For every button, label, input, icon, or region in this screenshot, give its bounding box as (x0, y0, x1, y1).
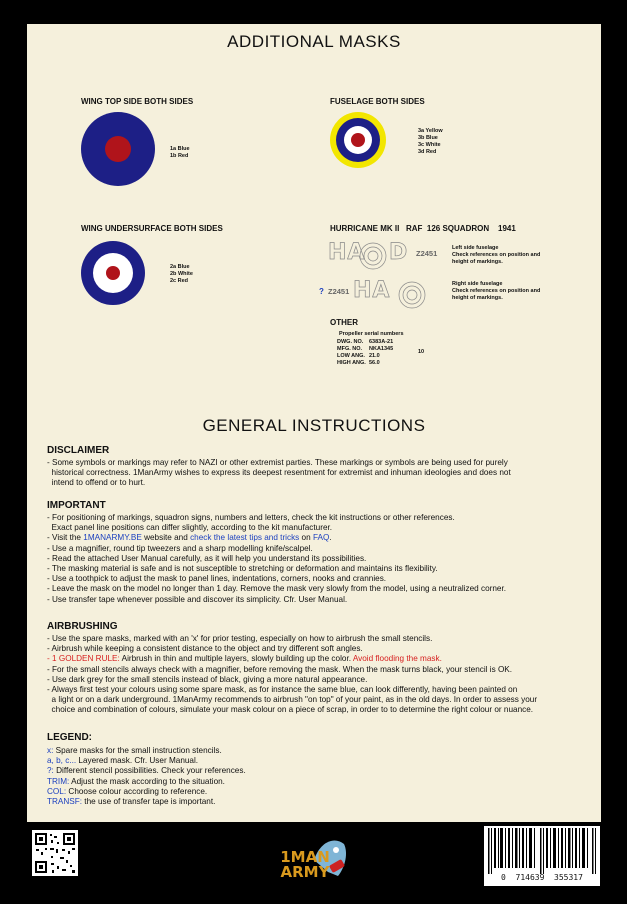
legend-text: x: Spare masks for the small instruction stencils. a, b, c... Layered mask. Cfr. User Manual. ?: Different stencil possibilities. Check your references. TRIM: Adjust the mask according to the situation. COL: Choose colour according to reference. TRANSF: the use of transfer tape is important. (47, 746, 246, 807)
airbrushing-heading: AIRBRUSHING (47, 621, 118, 632)
golden-rule-line: - 1 GOLDEN RULE: Airbrush in thin and multiple layers, slowly building up the color. Avoid flooding the mask. (47, 654, 442, 664)
right-side-note: Right side fuselage Check references on position and height of markings. (452, 281, 541, 301)
website-link[interactable]: 1MANARMY.BE (83, 533, 142, 543)
roundel-center-red (105, 136, 131, 162)
important-text: - For positioning of markings, squadron signs, numbers and letters, check the kit instructions or other references. Exact panel line positions can differ slightly, according to the kit manufacturer. - Visit the 1MANARMY.BE website and check the latest tips and tricks on FAQ. - Use a magnifier, round tip tweezers and a sharp modelling knife/scalpel. - Read the attached User Manual carefully, as it will help you understand its possibilities. - The masking material is safe and is not susceptible to stretching or deformation and maintains its flexibility. - Use a toothpick to adjust the mask to panel lines, indentations, corners, nooks and crannies. - Leave the mask on the model no longer than 1 day. Remove the mask very slowly from the model, using a neutralized corner. - Use transfer tape whenever possible and discover its simplicity. Cfr. User Manual. (47, 513, 587, 605)
airbrushing-text: - Use the spare masks, marked with an 'x' for prior testing, especially on how to airbrush the small stencils. - Airbrush while keeping a consistent distance to the object and try different soft angles. - 1 GOLDEN RULE: Airbrush in thin and multiple layers, slowly building up the color. Avoid flooding the mask. - For the small stencils always check with a magnifier, before removing the mask. When the mask turns black, your stencil is OK. - Use dark grey for the small stencils instead of black, giving a more natural appearance. - Always first test your colours using some spare mask, as for instance the same blue, can look differently, having been painted on a light or on a dark underground. 1ManArmy recommends to airbrush "on top" of your paint, as in the old days. In order to assess your choice and combination of colours, simulate your mask colour on a piece of scrap, in order to to determine the right colour or nuance. (47, 634, 587, 716)
disclaimer-heading: DISCLAIMER (47, 445, 110, 456)
left-serial: Z2451 (416, 249, 438, 258)
left-code-letters: HA (328, 240, 366, 265)
right-code-letters: HA (353, 278, 391, 303)
right-fuselage-roundel-outline (397, 280, 429, 310)
fuselage-label: FUSELAGE BOTH SIDES (330, 97, 425, 106)
left-side-note: Left side fuselage Check references on position and height of markings. (452, 245, 541, 265)
instruction-sheet (27, 24, 601, 822)
right-serial: Z2451 (328, 287, 350, 296)
fuselage-legend: 3a Yellow 3b Blue 3c White 3d Red (418, 128, 443, 155)
other-heading: OTHER (330, 318, 358, 327)
barcode-number: 0 714639 355317 (501, 873, 583, 882)
propeller-serial-heading: Propeller serial numbers (339, 331, 404, 337)
barcode (484, 826, 600, 886)
wing-under-label: WING UNDERSURFACE BOTH SIDES (81, 224, 223, 233)
left-code-letter-d: D (389, 240, 409, 265)
important-heading: IMPORTANT (47, 500, 106, 511)
fuselage-roundel (330, 112, 386, 168)
propeller-spec-keys: DWG. NO. MFG. NO. LOW ANG. HIGH ANG. (337, 339, 366, 366)
disclaimer-text: - Some symbols or markings may refer to NAZI or other extremist parties. These markings or symbols are being used for purely historical correctness. 1ManArmy wishes to express its deepest resentment for extremist and inhuman ideologies and does not intend to offend or to hurt. (47, 458, 511, 488)
barcode-bars (484, 826, 600, 874)
wing-under-roundel (81, 241, 145, 305)
additional-masks-title: ADDITIONAL MASKS (227, 32, 401, 51)
hurricane-heading: HURRICANE MK II RAF 126 SQUADRON 1941 (330, 224, 516, 233)
left-fuselage-roundel-outline (358, 241, 390, 271)
wing-top-legend: 1a Blue 1b Red (170, 146, 190, 159)
wing-under-legend: 2a Blue 2b White 2c Red (170, 264, 193, 284)
general-instructions-title: GENERAL INSTRUCTIONS (202, 416, 426, 435)
qr-code[interactable] (32, 830, 78, 876)
propeller-spec-values: 6383A-21 NKA1345 21.0 56.0 (369, 339, 394, 366)
tips-link[interactable]: check the latest tips and tricks (190, 533, 300, 543)
propeller-count: 10 (418, 349, 425, 355)
question-mark: ? (319, 287, 324, 296)
wing-top-roundel (81, 112, 155, 186)
visit-line: - Visit the 1MANARMY.BE website and check the latest tips and tricks on FAQ. (47, 533, 332, 543)
legend-heading: LEGEND: (47, 732, 92, 743)
brand-logo: 1MAN ARMY (280, 848, 330, 881)
wing-top-label: WING TOP SIDE BOTH SIDES (81, 97, 194, 106)
faq-link[interactable]: FAQ (312, 533, 330, 543)
